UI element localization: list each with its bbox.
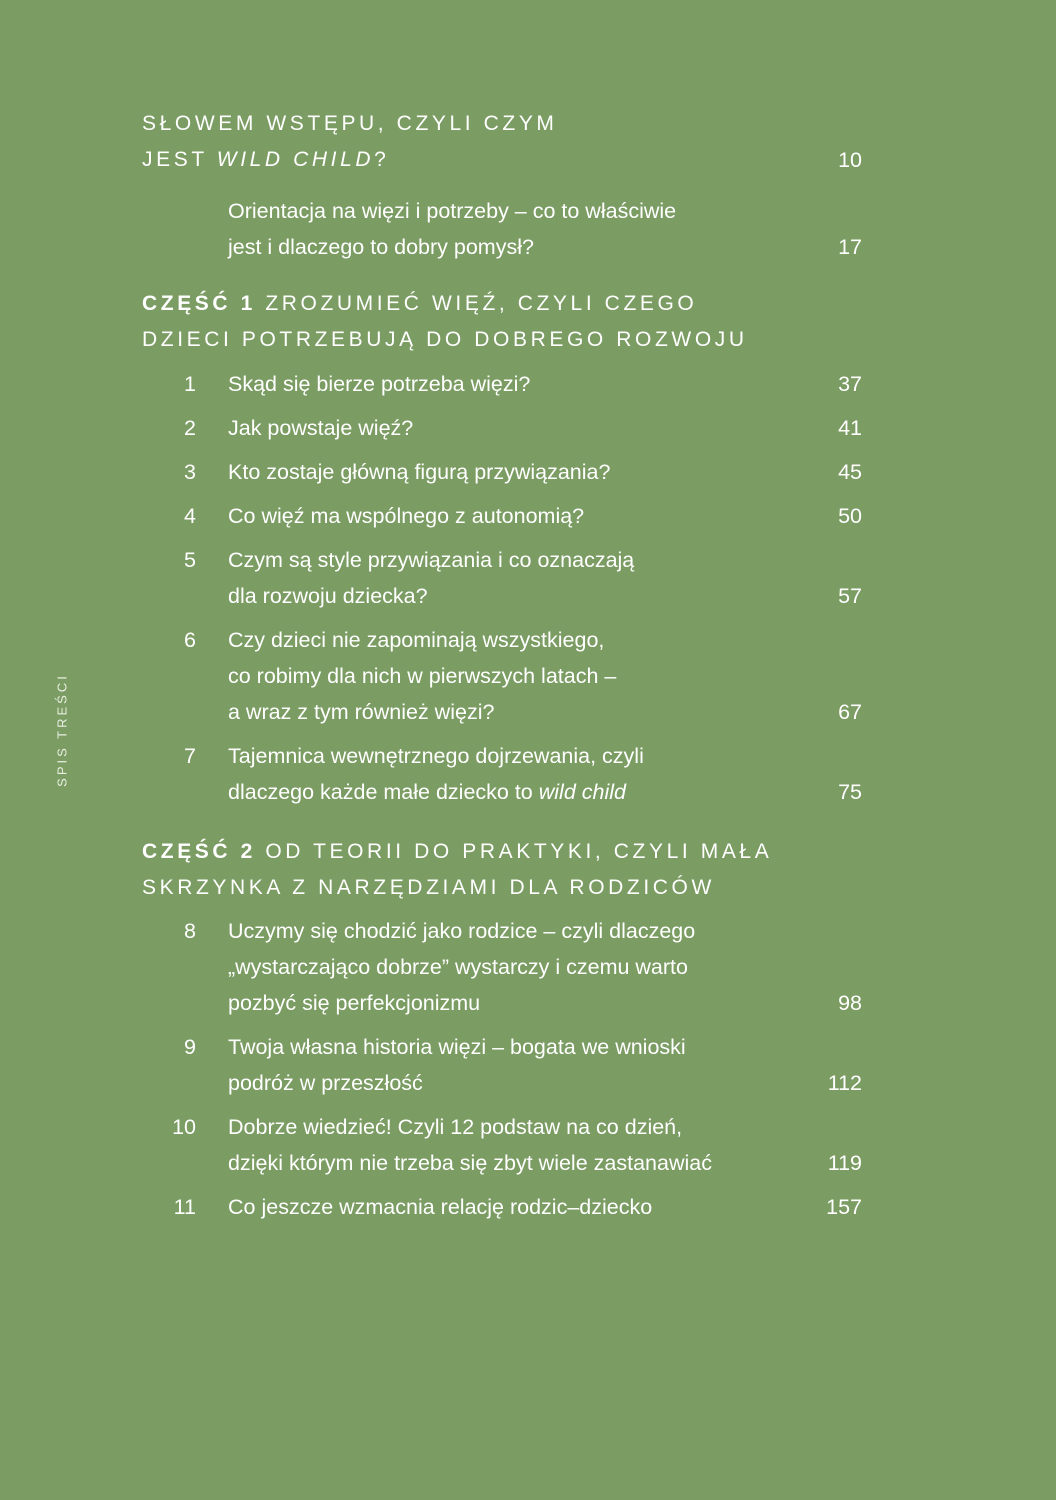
entry-title: Twoja własna historia więzi – bogata we wnioski podróż w przeszłość xyxy=(228,1035,686,1095)
entry-title: Jak powstaje więź? xyxy=(228,416,414,440)
intro-heading-line2: JEST WILD CHILD? xyxy=(142,148,390,171)
entry-title: Uczymy się chodzić jako rodzice – czyli dlaczego „wystarczająco dobrze” wystarczy i czemu warto pozbyć się perfekcjonizmu xyxy=(228,919,696,1015)
entry-title: Czym są style przywiązania i co oznaczają dla rozwoju dziecka? xyxy=(228,548,635,608)
entry-title: Co jeszcze wzmacnia relację rodzic–dziecko xyxy=(228,1195,653,1219)
part1-heading[interactable] xyxy=(142,286,862,358)
entry-title: Co więź ma wspólnego z autonomią? xyxy=(228,504,585,528)
chapter-number: 5 xyxy=(184,548,196,572)
chapter-number: 7 xyxy=(184,744,196,768)
intro-heading[interactable] xyxy=(142,106,862,178)
page-number: 17 xyxy=(838,235,862,259)
chapter-number: 10 xyxy=(172,1115,196,1139)
chapter-number: 1 xyxy=(184,372,196,396)
chapter-number: 6 xyxy=(184,628,196,652)
page-number: 67 xyxy=(838,700,862,724)
page-number: 157 xyxy=(826,1195,862,1219)
chapter-number: 3 xyxy=(184,460,196,484)
page-number: 112 xyxy=(827,1071,862,1095)
page-number: 98 xyxy=(838,991,862,1015)
part2-title: OD TEORII DO PRAKTYKI, CZYLI MAŁA xyxy=(255,840,773,863)
part2-title-line2: SKRZYNKA Z NARZĘDZIAMI DLA RODZICÓW xyxy=(142,876,715,899)
entry-title: Kto zostaje główną figurą przywiązania? xyxy=(228,460,611,484)
page-number: 45 xyxy=(838,460,862,484)
page-number: 37 xyxy=(838,372,862,396)
section-label: SPIS TREŚCI xyxy=(54,673,70,787)
page-number: 119 xyxy=(827,1151,862,1175)
page-number: 10 xyxy=(838,148,862,172)
part1-label: CZĘŚĆ 1 xyxy=(142,292,256,315)
part1-title: ZROZUMIEĆ WIĘŹ, CZYLI CZEGO xyxy=(255,292,698,315)
entry-title: Orientacja na więzi i potrzeby – co to właściwie jest i dlaczego to dobry pomysł? xyxy=(228,199,677,259)
chapter-number: 11 xyxy=(173,1195,196,1219)
chapter-number: 4 xyxy=(184,504,196,528)
page-number: 41 xyxy=(838,416,862,440)
part2-label: CZĘŚĆ 2 xyxy=(142,840,256,863)
part1-title-line2: DZIECI POTRZEBUJĄ DO DOBREGO ROZWOJU xyxy=(142,328,748,351)
entry-title: Tajemnica wewnętrznego dojrzewania, czyli dlaczego każde małe dziecko to wild child xyxy=(228,744,644,804)
entry-title: Czy dzieci nie zapominają wszystkiego, co robimy dla nich w pierwszych latach – a wraz z tym również więzi? xyxy=(228,628,617,724)
entry-title: Dobrze wiedzieć! Czyli 12 podstaw na co dzień, dzięki którym nie trzeba się zbyt wiele zastanawiać xyxy=(228,1115,712,1175)
chapter-number: 2 xyxy=(184,416,196,440)
page-number: 57 xyxy=(838,584,862,608)
intro-heading-line1: SŁOWEM WSTĘPU, CZYLI CZYM xyxy=(142,112,558,135)
page-number: 75 xyxy=(838,780,862,804)
part2-heading[interactable] xyxy=(142,834,862,906)
chapter-number: 9 xyxy=(184,1035,196,1059)
entry-title: Skąd się bierze potrzeba więzi? xyxy=(228,372,531,396)
page-number: 50 xyxy=(838,504,862,528)
chapter-number: 8 xyxy=(184,919,196,943)
